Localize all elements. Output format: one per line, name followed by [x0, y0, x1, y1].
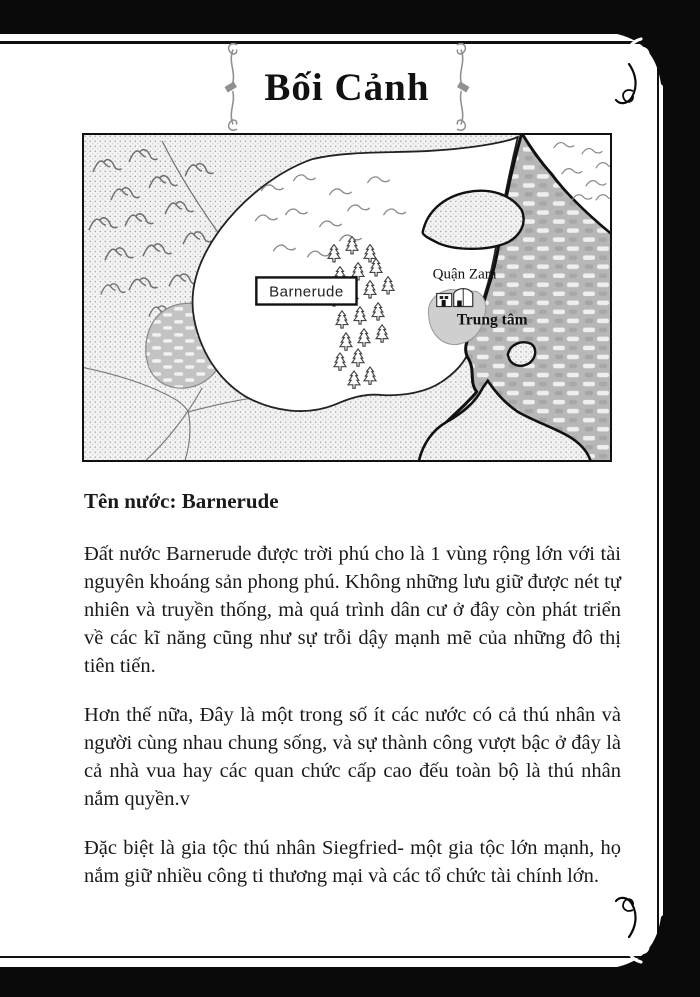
description-paragraphs — [84, 540, 621, 890]
map-drawing — [84, 135, 610, 460]
paragraph: Đất nước Barnerude được trời phú cho là 1 vùng rộng lớn với tài nguyên khoáng sản phong phú. Không những lưu giữ được nét tự nhiên và truyền thống, mà quá trình dân cư ở đây còn phát triển về các kĩ năng cũng như sự trỗi dậy mạnh mẽ của những đô thị tiên tiến. — [84, 543, 621, 677]
ornate-brace-left-icon — [218, 39, 244, 135]
country-name-heading: Tên nước: Barnerude — [84, 489, 279, 513]
world-map — [82, 133, 612, 462]
map-island — [508, 342, 535, 365]
paragraph: Hơn thế nữa, Đây là một trong số ít các nước có cả thú nhân và người cùng nhau chung sống, và sự thành công vượt bậc ở đây là cả nhà vua hay các quan chức cấp cao đếu toàn bộ là thú nhân nắm quyền.v — [84, 704, 621, 810]
corner-flourish-icon — [603, 893, 663, 967]
frame-bottom-band — [0, 967, 700, 997]
frame-inner-line-right — [657, 41, 660, 958]
frame-right-band — [663, 0, 700, 997]
paragraph: Đặc biệt là gia tộc thú nhân Siegfried- một gia tộc lớn mạnh, họ nắm giữ nhiều công ti thương mại và các tổ chức tài chính lớn. — [84, 837, 621, 887]
ornate-brace-right-icon — [450, 39, 476, 135]
map-district-label: Quận Zara — [432, 266, 497, 283]
frame-top-band — [0, 0, 700, 34]
page-title: Bối Cảnh — [264, 65, 430, 109]
frame-inner-line-bottom — [0, 956, 659, 959]
frame-inner-line-top — [0, 41, 659, 44]
map-country-label: Barnerude — [269, 283, 344, 301]
map-center-label: Trung tâm — [456, 311, 528, 329]
corner-flourish-icon — [603, 34, 663, 108]
map-country-label-box — [256, 277, 356, 304]
title-row — [82, 54, 612, 120]
